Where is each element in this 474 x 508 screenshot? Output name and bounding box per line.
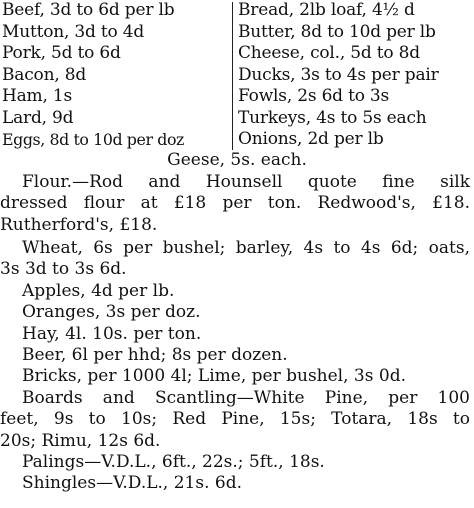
apples-line: Apples, 4d per lb. — [22, 281, 175, 301]
palings-line: Palings—V.D.L., 6ft., 22s.; 5ft., 18s. — [22, 452, 325, 472]
grain-paragraph — [0, 238, 470, 281]
flour-line-3: Rutherford's, £18. — [0, 214, 158, 235]
price-item-ducks: Ducks, 3s to 4s per pair — [238, 64, 439, 85]
beer-line: Beer, 6l per hhd; 8s per dozen. — [22, 344, 288, 365]
price-column-left — [2, 0, 234, 151]
price-item-eggs: Eggs, 8d to 10d per doz — [2, 130, 184, 149]
sundries-list — [0, 281, 470, 387]
flour-line-1: Flour.—Rod and Hounsell quote fine silk — [22, 172, 470, 192]
wheat-line-2: 3s 3d to 3s 6d. — [0, 259, 127, 280]
price-item-fowls: Fowls, 2s 6d to 3s — [238, 86, 390, 106]
palings-shingles-list — [0, 452, 470, 495]
flour-paragraph — [0, 172, 470, 236]
oranges-line: Oranges, 3s per doz. — [22, 302, 201, 323]
price-item-geese: Geese, 5s. each. — [167, 150, 307, 170]
price-item-cheese: Cheese, col., 5d to 8d — [238, 43, 420, 63]
shingles-line: Shingles—V.D.L., 21s. 6d. — [22, 473, 242, 494]
boards-line-3: 20s; Rimu, 12s 6d. — [0, 430, 161, 451]
price-item-pork: Pork, 5d to 6d — [2, 43, 121, 63]
price-item-beef: Beef, 3d to 6d per lb — [2, 0, 175, 20]
wheat-line-1: Wheat, 6s per bushel; barley, 4s to 4s 6d; oats, — [22, 238, 470, 258]
timber-paragraph — [0, 388, 470, 452]
hay-line: Hay, 4l. 10s. per ton. — [22, 323, 202, 344]
boards-line-1: Boards and Scantling—White Pine, per 100 — [22, 388, 470, 408]
price-item-ham: Ham, 1s — [2, 86, 73, 106]
price-column-right — [238, 0, 474, 151]
flour-line-2: dressed flour at £18 per ton. Redwood's, £18. — [0, 193, 470, 214]
market-price-table — [2, 0, 474, 150]
column-divider — [232, 2, 233, 150]
price-item-bread: Bread, 2lb loaf, 4½ d — [238, 0, 415, 20]
price-item-butter: Butter, 8d to 10d per lb — [238, 21, 436, 42]
price-item-mutton: Mutton, 3d to 4d — [2, 21, 145, 42]
price-item-lard: Lard, 9d — [2, 107, 74, 128]
boards-line-2: feet, 9s to 10s; Red Pine, 15s; Totara, 18s to — [0, 409, 470, 430]
price-item-bacon: Bacon, 8d — [2, 64, 87, 85]
price-item-turkeys: Turkeys, 4s to 5s each — [238, 107, 427, 128]
bricks-line: Bricks, per 1000 4l; Lime, per bushel, 3s 0d. — [22, 366, 406, 387]
price-item-onions: Onions, 2d per lb — [238, 129, 384, 149]
